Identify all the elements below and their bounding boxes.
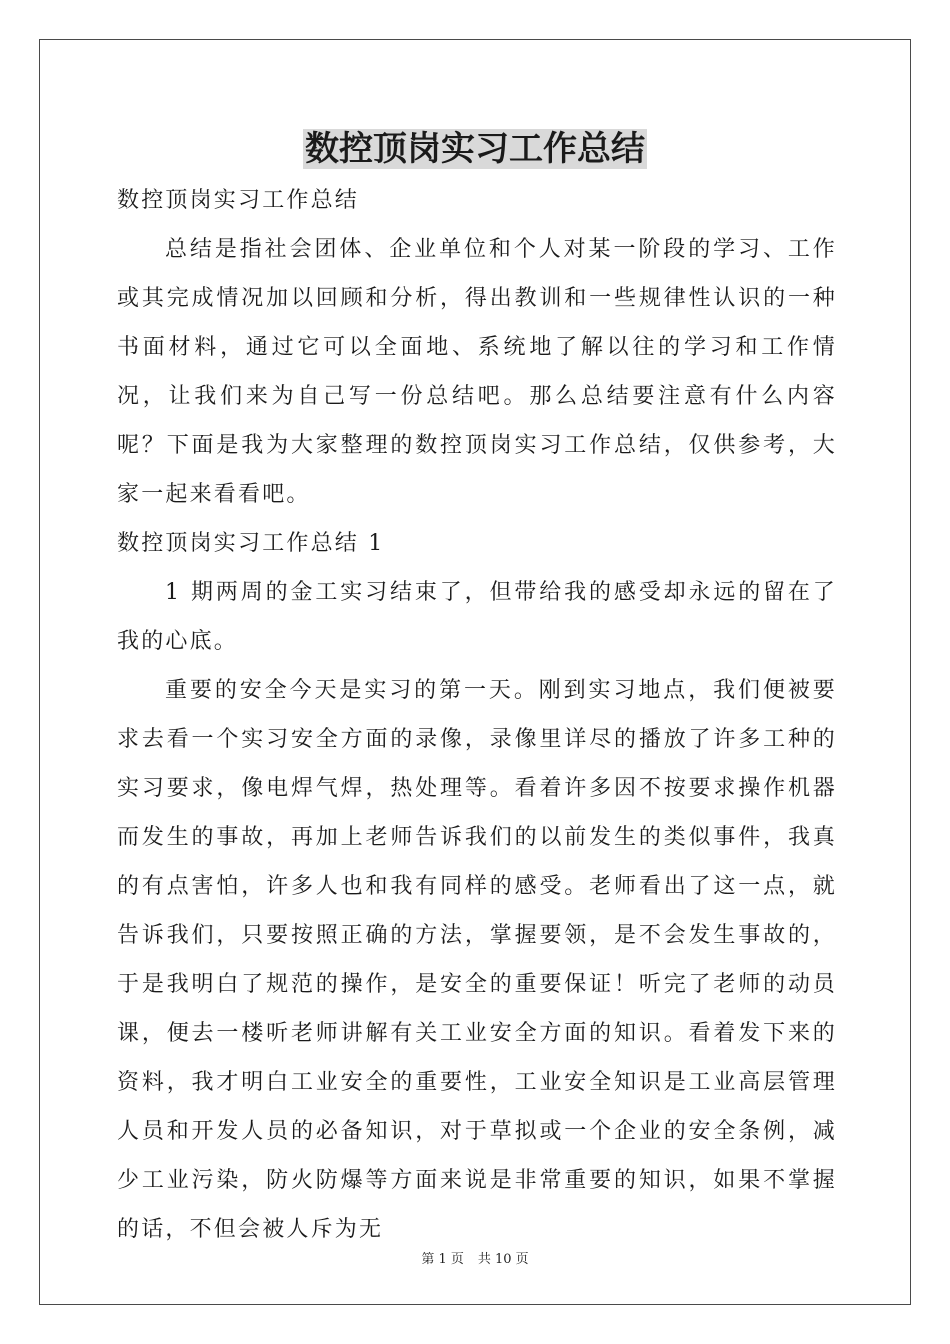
document-title bbox=[0, 126, 950, 172]
body-paragraph: 重要的安全今天是实习的第一天。刚到实习地点，我们便被要求去看一个实习安全方面的录像，录像里详尽的播放了许多工种的实习要求，像电焊气焊，热处理等。看着许多因不按要求操作机器而发生的事故，再加上老师告诉我们的以前发生的类似事件，我真的有点害怕，许多人也和我有同样的感受。老师看出了这一点，就告诉我们，只要按照正确的方法，掌握要领，是不会发生事故的，于是我明白了规范的操作，是安全的重要保证！听完了老师的动员课，便去一楼听老师讲解有关工业安全方面的知识。看着发下来的资料，我才明白工业安全的重要性，工业安全知识是工业高层管理人员和开发人员的必备知识，对于草拟或一个企业的安全条例，减少工业污染，防火防爆等方面来说是非常重要的知识，如果不掌握的话，不但会被人斥为无 bbox=[117, 678, 837, 1242]
page-total: 共 10 页 bbox=[477, 1252, 529, 1267]
subtitle-paragraph: 数控顶岗实习工作总结 bbox=[117, 188, 360, 213]
body-paragraph: 1 期两周的金工实习结束了，但带给我的感受却永远的留在了我的心底。 bbox=[117, 580, 837, 654]
document-body bbox=[117, 176, 837, 1254]
page-footer bbox=[0, 1248, 950, 1267]
section-heading: 数控顶岗实习工作总结 1 bbox=[117, 531, 385, 556]
intro-paragraph: 总结是指社会团体、企业单位和个人对某一阶段的学习、工作或其完成情况加以回顾和分析，得出教训和一些规律性认识的一种书面材料，通过它可以全面地、系统地了解以往的学习和工作情况，让我们来为自己写一份总结吧。那么总结要注意有什么内容呢？下面是我为大家整理的数控顶岗实习工作总结，仅供参考，大家一起来看看吧。 bbox=[117, 237, 837, 507]
page-number: 第 1 页 bbox=[421, 1252, 464, 1267]
document-title-text: 数控顶岗实习工作总结 bbox=[305, 129, 645, 169]
